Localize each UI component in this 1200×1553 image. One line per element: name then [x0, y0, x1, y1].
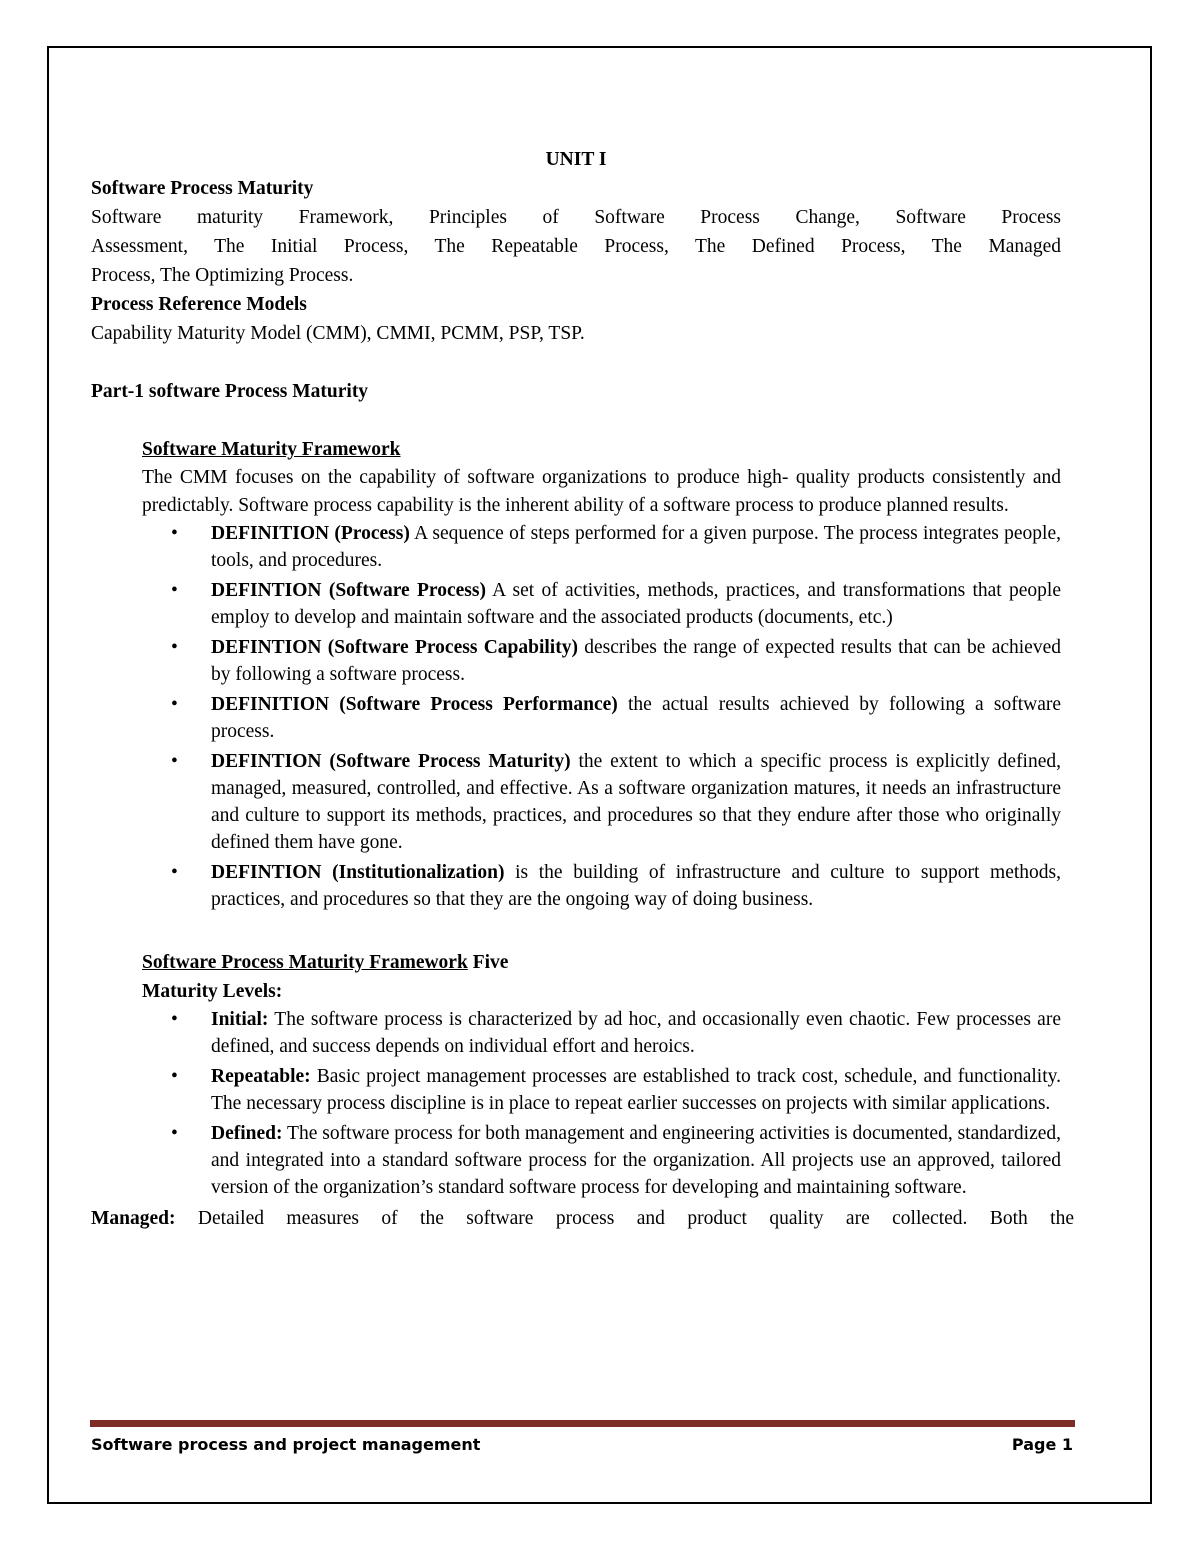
levels-subheading: Maturity Levels:: [142, 981, 283, 1002]
definition-item: [171, 691, 1061, 745]
definition-list: [91, 520, 1061, 913]
definition-text: the actual results achieved by following a software process.: [211, 694, 1061, 742]
bullet-icon: •: [171, 1009, 178, 1030]
level-text: The software process for both management and engineering activities is documented, standardized, and integrated into a standard software process for the organization. All projects use an approved, tailored version of the organization’s standard software process for developing and maintaining software.: [211, 1123, 1061, 1198]
section-title-maturity: Software Process Maturity: [91, 178, 314, 199]
footer-rule: [90, 1420, 1075, 1427]
levels-heading-suffix: Five: [467, 952, 509, 973]
definition-term: DEFINITION (Process): [211, 523, 410, 544]
definition-term: DEFINTION (Institutionalization): [211, 862, 505, 883]
part-heading: Part-1 software Process Maturity: [91, 381, 369, 402]
framework-intro: The CMM focuses on the capability of software organizations to produce high- quality products consistently and predictably. Software process capability is the inherent ability of a software process to produce planned results.: [142, 467, 1061, 516]
maturity-level-list: [91, 1006, 1061, 1201]
level-term: Initial:: [211, 1009, 269, 1030]
definition-term: DEFINTION (Software Process): [211, 580, 486, 601]
level-text: The software process is characterized by ad hoc, and occasionally even chaotic. Few processes are defined, and success depends on individual effort and heroics.: [211, 1009, 1061, 1057]
managed-line: [91, 1204, 1074, 1233]
syllabus-line: Assessment, The Initial Process, The Repeatable Process, The Defined Process, The Managed: [91, 236, 1061, 257]
definition-term: DEFINTION (Software Process Capability): [211, 637, 578, 658]
framework-heading: Software Maturity Framework: [142, 439, 401, 460]
syllabus-line: Process, The Optimizing Process.: [91, 265, 354, 286]
definition-text: A sequence of steps performed for a given purpose. The process integrates people, tools, and procedures.: [211, 523, 1061, 571]
level-term: Defined:: [211, 1123, 283, 1144]
page-number: Page 1: [1011, 1435, 1073, 1454]
level-item: [171, 1063, 1061, 1117]
bullet-icon: •: [171, 523, 178, 544]
definition-item: [171, 577, 1062, 631]
bullet-icon: •: [171, 1066, 178, 1087]
levels-heading: Software Process Maturity Framework: [142, 952, 468, 973]
bullet-icon: •: [171, 580, 178, 601]
unit-heading: UNIT I: [545, 149, 607, 170]
definition-item: [171, 520, 1061, 574]
syllabus-line: Software maturity Framework, Principles of Software Process Change, Software Process: [91, 207, 1061, 228]
bullet-icon: •: [171, 751, 178, 772]
definition-text: describes the range of expected results that can be achieved by following a software process.: [211, 637, 1061, 685]
bullet-icon: •: [171, 694, 178, 715]
managed-text: Detailed measures of the software process and product quality are collected. Both the: [175, 1208, 1074, 1229]
document-body: [91, 145, 1074, 1233]
definition-term: DEFINTION (Software Process Maturity): [211, 751, 571, 772]
definition-item: [171, 859, 1061, 913]
definition-item: [171, 748, 1062, 856]
definition-text: A set of activities, methods, practices, and transformations that people employ to develop and maintain software and the associated products (documents, etc.): [211, 580, 1062, 628]
managed-term: Managed:: [91, 1208, 176, 1229]
page-footer: [91, 1435, 1073, 1454]
reference-models-text: Capability Maturity Model (CMM), CMMI, PCMM, PSP, TSP.: [91, 323, 585, 344]
definition-text: is the building of infrastructure and culture to support methods, practices, and procedures so that they are the ongoing way of doing business.: [211, 862, 1061, 910]
bullet-icon: •: [171, 1123, 178, 1144]
bullet-icon: •: [171, 862, 178, 883]
footer-title: Software process and project management: [91, 1435, 481, 1454]
levels-heading-line: [91, 948, 1061, 977]
definition-item: [171, 634, 1061, 688]
level-text: Basic project management processes are established to track cost, schedule, and functionality. The necessary process discipline is in place to repeat earlier successes on projects with similar applications.: [211, 1066, 1061, 1114]
definition-term: DEFINITION (Software Process Performance): [211, 694, 618, 715]
bullet-icon: •: [171, 637, 178, 658]
section-title-reference-models: Process Reference Models: [91, 294, 307, 315]
level-item: [171, 1006, 1061, 1060]
level-term: Repeatable:: [211, 1066, 311, 1087]
level-item: [171, 1120, 1061, 1201]
definition-text: the extent to which a specific process is explicitly defined, managed, measured, controlled, and effective. As a software organization matures, it needs an infrastructure and culture to support its methods, practices, and procedures so that they endure after those who originally defined them have gone.: [211, 751, 1062, 853]
